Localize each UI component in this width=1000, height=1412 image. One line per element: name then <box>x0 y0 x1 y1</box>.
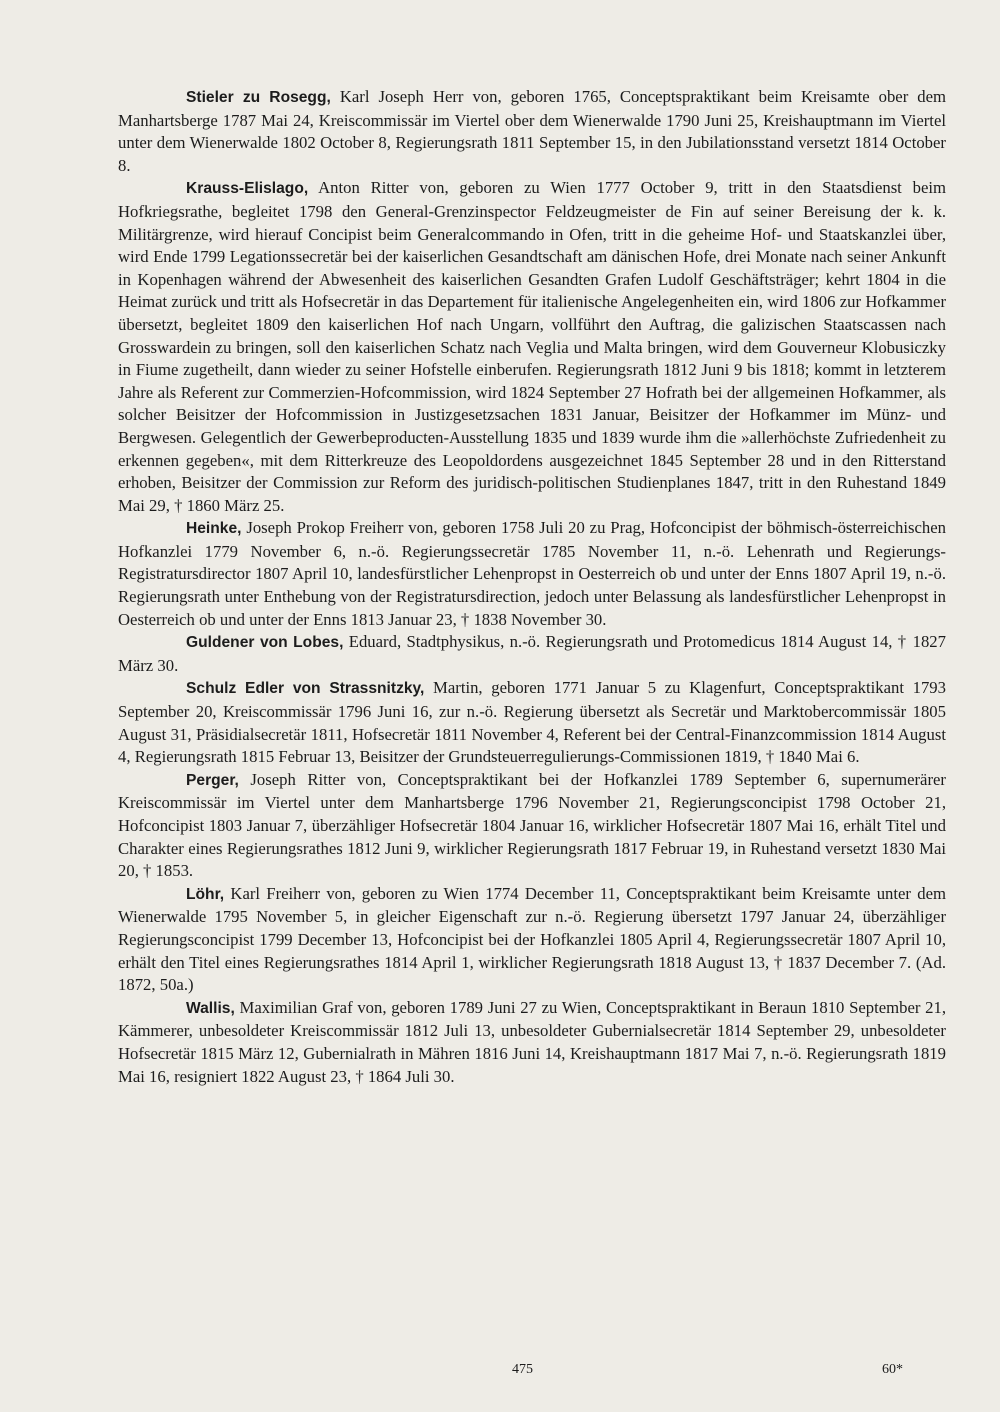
entry-text: Anton Ritter von, geboren zu Wien 1777 October 9, tritt in den Staatsdienst beim Hofkriegsrathe, begleitet 1798 den General-Grenzinspector Feldzeugmeister de Fin auf seiner Bereisung der k. k. Militärgrenze, wird hierauf Concipist beim Generalcommando in Ofen, tritt in die geheime Hof- und Staatskanzlei über, wird Ende 1799 Legationssecretär bei der kaiserlichen Gesandtschaft am dänischen Hofe, drei Monate nach seiner Ankunft in Kopenhagen während der Abwesenheit des kaiserlichen Gesandten Grafen Ludolf Geschäftsträger; kehrt 1804 in die Heimat zurück und tritt als Hofsecretär in das Departement für italienische Angelegenheiten ein, wird 1806 zur Hofkammer übersetzt, begleitet 1809 den kaiserlichen Hof nach Ungarn, vollführt den Auftrag, die galizischen Staatscassen nach Grosswardein zu bringen, soll den kaiserlichen Schatz nach Veglia und Malta bringen, wird dem Gouverneur Klobusiczky in Fiume zugetheilt, dann wieder zu seiner Hofstelle einberufen. Regierungsrath 1812 Juni 9 bis 1818; kommt in letzterem Jahre als Referent zur Commerzien-Hofcommission, wird 1824 September 27 Hofrath bei der allgemeinen Hofkammer, als solcher Beisitzer der Hofcommission in Justizgesetzsachen 1831 Januar, Beisitzer der Hofkammer im Münz- und Bergwesen. Gelegentlich der Gewerbeproducten-Ausstellung 1835 und 1839 wurde ihm die »allerhöchste Zufriedenheit zu erkennen gegeben«, mit dem Ritterkreuze des Leopoldordens ausgezeichnet 1845 September 28 und in den Ritterstand erhoben, Beisitzer der Commission zur Reform des juridisch-politischen Studienplanes 1847, tritt in den Ruhestand 1849 Mai 29, † 1860 März 25. <box>118 178 946 515</box>
entry-text: Karl Joseph Herr von, geboren 1765, Conceptspraktikant beim Kreisamte ober dem Manhartsberge 1787 Mai 24, Kreiscommissär im Viertel ober dem Wienerwalde 1790 Juni 25, Kreishauptmann im Viertel unter dem Wienerwalde 1802 October 8, Regierungsrath 1811 September 15, in den Jubilationsstand versetzt 1814 October 8. <box>118 87 946 175</box>
signature-mark: 60* <box>882 1362 903 1377</box>
entry-text: Joseph Ritter von, Conceptspraktikant bei der Hofkanzlei 1789 September 6, supernumerärer Kreiscommissär im Viertel unter dem Manhartsberge 1796 November 21, Regierungsconcipist 1798 October 21, Hofconcipist 1803 Januar 7, überzähliger Hofsecretär 1804 Januar 16, wirklicher Hofsecretär 1807 Mai 16, erhält Titel und Charakter eines Regierungsrathes 1812 Juni 9, wirklicher Regierungsrath 1817 Februar 19, in Ruhestand versetzt 1830 Mai 20, † 1853. <box>118 769 946 881</box>
entry-text: Eduard, Stadtphysikus, n.-ö. Regierungsrath und Protomedicus 1814 August 14, † 1827 März 30. <box>118 632 946 675</box>
entry-name: Wallis, <box>186 999 235 1017</box>
entry-name: Perger, <box>186 771 239 789</box>
entry-text: Martin, geboren 1771 Januar 5 zu Klagenfurt, Conceptspraktikant 1793 September 20, Kreiscommissär 1796 Juni 16, zur n.-ö. Regierung übersetzt als Secretär und Marktobercommissär 1805 August 31, Präsidialsecretär 1811, Hofsecretär 1811 November 4, Referent bei der Central-Finanzcommission 1814 August 4, Regierungsrath 1815 Februar 13, Beisitzer der Grundsteuerregulierungs-Commissionen 1819, † 1840 Mai 6. <box>118 678 946 767</box>
page-number: 475 <box>512 1362 533 1377</box>
entry-name: Guldener von Lobes, <box>186 634 344 652</box>
entry-name: Stieler zu Rosegg, <box>186 89 331 106</box>
entry-text: Maximilian Graf von, geboren 1789 Juni 27 zu Wien, Conceptspraktikant in Beraun 1810 September 21, Kämmerer, unbesoldeter Kreiscommissär 1812 Juli 13, unbesoldeter Gubernialsecretär 1814 September 29, unbesoldeter Hofsecretär 1815 März 12, Gubernialrath in Mähren 1816 Juni 14, Kreishauptmann 1817 Mai 7, n.-ö. Regierungsrath 1819 Mai 16, resigniert 1822 August 23, † 1864 Juli 30. <box>118 997 946 1086</box>
entry-name: Schulz Edler von Strassnitzky, <box>186 680 425 698</box>
entry-wallis <box>118 997 946 1088</box>
entry-loehr <box>118 883 946 997</box>
entry-name: Löhr, <box>186 885 225 903</box>
entry-schulz <box>118 677 946 768</box>
biography-entries <box>118 86 946 1088</box>
entry-heinke <box>118 517 946 631</box>
entry-perger <box>118 769 946 883</box>
entry-stieler <box>118 86 946 177</box>
entry-text: Joseph Prokop Freiherr von, geboren 1758 Juli 20 zu Prag, Hofconcipist der böhmisch-österreichischen Hofkanzlei 1779 November 6, n.-ö. Regierungssecretär 1785 November 11, n.-ö. Lehenrath und Regierungs-Registratursdirector 1807 April 10, landesfürstlicher Lehenpropst in Oesterreich ob und unter der Enns 1807 April 19, n.-ö. Regierungsrath unter Enthebung von der Registratursdirection, jedoch unter Belassung als landesfürstlicher Lehenpropst in Oesterreich ob und unter der Enns 1813 Januar 23, † 1838 November 30. <box>118 518 946 629</box>
entry-guldener <box>118 631 946 677</box>
entry-name: Heinke, <box>186 520 242 538</box>
entry-name: Krauss-Elislago, <box>186 180 309 198</box>
entry-text: Karl Freiherr von, geboren zu Wien 1774 December 11, Conceptspraktikant beim Kreisamte unter dem Wienerwalde 1795 November 5, in gleicher Eigenschaft zur n.-ö. Regierung übersetzt 1797 Januar 24, überzähliger Regierungsconcipist 1799 December 13, Hofconcipist bei der Hofkanzlei 1805 April 4, Regierungssecretär 1807 April 10, erhält den Titel eines Regierungsrathes 1814 April 1, wirklicher Regierungsrath 1818 August 13, † 1837 December 7. (Ad. 1872, 50a.) <box>118 883 946 995</box>
entry-krauss-elislago <box>118 177 946 517</box>
